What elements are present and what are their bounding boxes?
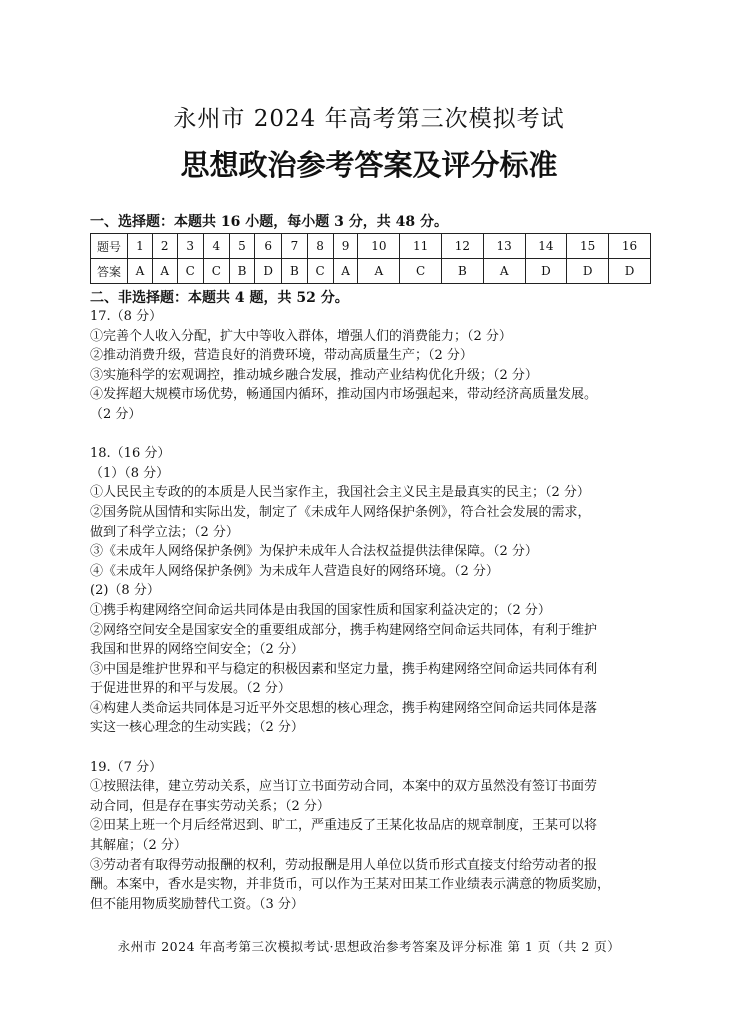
question-number-cell: 5 — [229, 234, 254, 259]
answer-cell: C — [307, 259, 333, 284]
question-number-cell: 14 — [525, 234, 567, 259]
text-line: （2 分） — [90, 406, 142, 422]
answer-cell: D — [567, 259, 609, 284]
answer-cell: B — [442, 259, 484, 284]
answer-cell: D — [609, 259, 651, 284]
text-line: ③实施科学的宏观调控，推动城乡融合发展，推动产业结构优化升级；（2 分） — [90, 367, 538, 383]
text-line: 19.（7 分） — [90, 759, 163, 775]
answer-cell: B — [229, 259, 254, 284]
answer-table — [90, 233, 651, 284]
answer-cell: C — [203, 259, 229, 284]
text-line: 17.（8 分） — [90, 309, 163, 324]
question-number-cell: 9 — [333, 234, 358, 259]
question-number-cell: 15 — [567, 234, 609, 259]
question-number-cell: 8 — [307, 234, 333, 259]
text-line: 实这一核心理念的生动实践；（2 分） — [90, 720, 304, 736]
text-line: ①按照法律，建立劳动关系，应当订立书面劳动合同，本案中的双方虽然没有签订书面劳 — [90, 779, 598, 795]
exam-title: 永州市 2024 年高考第三次模拟考试 — [173, 106, 565, 132]
section-1-heading: 一、选择题：本题共 16 小题，每小题 3 分，共 48 分。 — [90, 214, 448, 230]
answer-cell: C — [177, 259, 203, 284]
section-2-heading: 二、非选择题：本题共 4 题，共 52 分。 — [90, 290, 349, 306]
text-line: ④构建人类命运共同体是习近平外交思想的核心理念，携手构建网络空间命运共同体是落 — [90, 700, 598, 716]
answer-cell: A — [152, 259, 177, 284]
document-title: 思想政治参考答案及评分标准 — [180, 148, 558, 182]
text-line: ③《未成年人网络保护条例》为保护未成年人合法权益提供法律保障。（2 分） — [90, 544, 538, 560]
text-line: ①人民民主专政的的本质是人民当家作主，我国社会主义民主是最真实的民主；（2 分） — [90, 485, 590, 501]
text-line: (2)（8 分） — [90, 583, 160, 599]
answer-body — [90, 307, 650, 914]
text-line: （1）（8 分） — [90, 465, 170, 481]
answer-cell: B — [282, 259, 307, 284]
text-line: ③劳动者有取得劳动报酬的权利，劳动报酬是用人单位以货币形式直接支付给劳动者的报 — [90, 857, 598, 873]
text-line: 于促进世界的和平与发展。（2 分） — [90, 681, 291, 697]
text-line: ①完善个人收入分配，扩大中等收入群体，增强人们的消费能力；（2 分） — [90, 328, 512, 344]
question-number-cell: 6 — [255, 234, 282, 259]
answer-cell: A — [358, 259, 400, 284]
text-line: ③中国是维护世界和平与稳定的积极因素和坚定力量，携手构建网络空间命运共同体有利 — [90, 661, 598, 677]
answer-cell: A — [483, 259, 525, 284]
blank-line — [90, 425, 650, 445]
text-line: ④《未成年人网络保护条例》为未成年人营造良好的网络环境。（2 分） — [90, 563, 499, 579]
text-line: 18.（16 分） — [90, 446, 171, 462]
question-number-cell: 13 — [483, 234, 525, 259]
answer-cell: D — [525, 259, 567, 284]
text-line: ②推动消费升级，营造良好的消费环境，带动高质量生产；（2 分） — [90, 348, 473, 364]
answer-cell: A — [333, 259, 358, 284]
text-line: ②网络空间安全是国家安全的重要组成部分，携手构建网络空间命运共同体，有利于维护 — [90, 622, 598, 638]
text-line: 其解雇；（2 分） — [90, 838, 187, 854]
answer-row — [91, 259, 651, 284]
question-number-cell: 16 — [609, 234, 651, 259]
text-line: ②国务院从国情和实际出发，制定了《未成年人网络保护条例》，符合社会发展的需求， — [90, 504, 591, 520]
text-line: ④发挥超大规模市场优势，畅通国内循环，推动国内市场强起来，带动经济高质量发展。 — [90, 387, 598, 403]
answer-cell: C — [400, 259, 442, 284]
row-label-number: 题号 — [91, 234, 128, 259]
answer-cell: A — [128, 259, 153, 284]
row-label-answer: 答案 — [91, 259, 128, 284]
text-line: 动合同，但是存在事实劳动关系；（2 分） — [90, 798, 330, 814]
question-number-cell: 11 — [400, 234, 442, 259]
question-number-row — [91, 234, 651, 259]
text-line: ②田某上班一个月后经常迟到、旷工，严重违反了王某化妆品店的规章制度，王某可以将 — [90, 818, 598, 834]
question-number-cell: 3 — [177, 234, 203, 259]
answer-cell: D — [255, 259, 282, 284]
text-line: 我国和世界的网络空间安全；（2 分） — [90, 642, 304, 658]
question-number-cell: 10 — [358, 234, 400, 259]
text-line: ①携手构建网络空间命运共同体是由我国的国家性质和国家利益决定的；（2 分） — [90, 602, 551, 618]
question-number-cell: 12 — [442, 234, 484, 259]
text-line: 酬。本案中，香水是实物，并非货币，可以作为王某对田某工作业绩表示满意的物质奖励， — [90, 877, 611, 893]
text-line: 做到了科学立法；（2 分） — [90, 524, 239, 540]
question-number-cell: 4 — [203, 234, 229, 259]
blank-line — [90, 738, 650, 758]
page-footer: 永州市 2024 年高考第三次模拟考试·思想政治参考答案及评分标准 第 1 页（共 2 页） — [117, 939, 621, 954]
text-line: 但不能用物质奖励替代工资。（3 分） — [90, 896, 304, 912]
question-number-cell: 1 — [128, 234, 153, 259]
question-number-cell: 7 — [282, 234, 307, 259]
question-number-cell: 2 — [152, 234, 177, 259]
